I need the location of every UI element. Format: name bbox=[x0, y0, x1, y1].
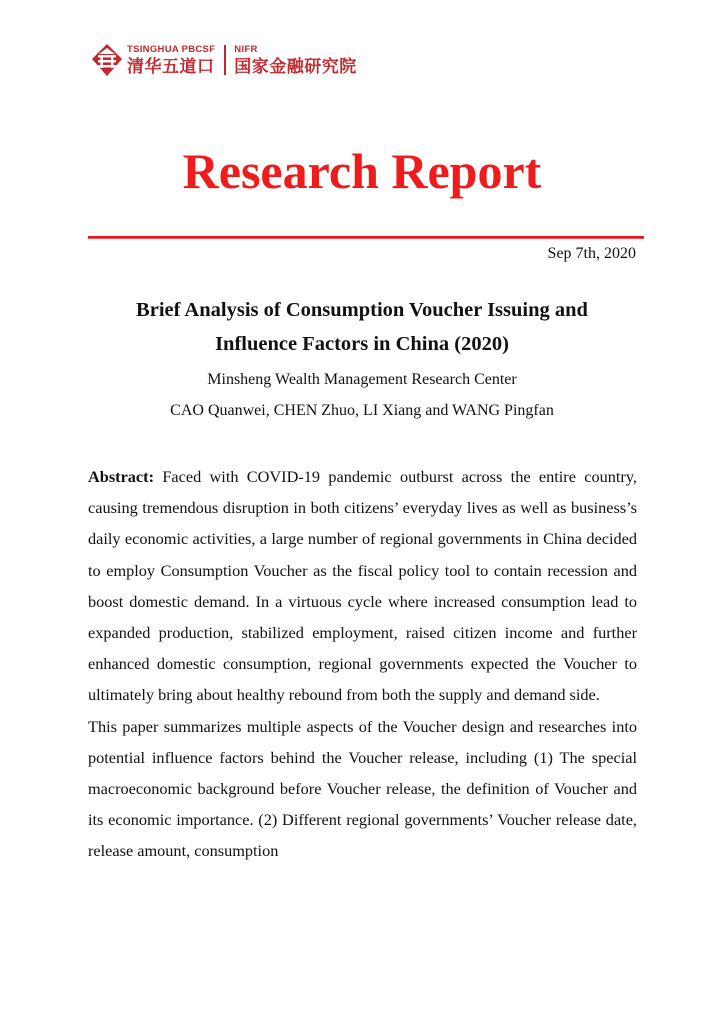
logo-nifr-name: NIFR bbox=[234, 44, 258, 56]
logo-nifr-chinese-name: 国家金融研究院 bbox=[234, 56, 357, 76]
logo-text-right bbox=[234, 45, 357, 75]
logo-english-name: TSINGHUA PBCSF bbox=[127, 44, 216, 56]
logo-text-left bbox=[127, 45, 215, 75]
report-date: Sep 7th, 2020 bbox=[547, 245, 636, 262]
institution-logo bbox=[91, 42, 357, 78]
paper-title-line-1: Brief Analysis of Consumption Voucher Issuing and bbox=[136, 299, 588, 321]
logo-divider bbox=[224, 45, 226, 75]
paper-title-line-2: Influence Factors in China (2020) bbox=[215, 333, 509, 355]
abstract-label: Abstract: bbox=[88, 467, 155, 486]
author-list: CAO Quanwei, CHEN Zhuo, LI Xiang and WANG Pingfan bbox=[170, 402, 554, 419]
abstract bbox=[88, 461, 637, 867]
report-title: Research Report bbox=[182, 143, 542, 199]
abstract-paragraph-1 bbox=[88, 461, 637, 711]
title-divider bbox=[88, 236, 644, 239]
affiliation: Minsheng Wealth Management Research Center bbox=[207, 371, 517, 388]
abstract-paragraph-1-text: Faced with COVID-19 pandemic outburst across the entire country, causing tremendous disruption in both citizens’ everyday lives as well as business’s daily economic activities, a large number of regional governments in China decided to employ Consumption Voucher as the fiscal policy tool to contain recession and boost domestic demand. In a virtuous cycle where increased consumption lead to expanded production, stabilized employment, raised citizen income and further enhanced domestic consumption, regional governments expected the Voucher to ultimately bring about healthy rebound from both the supply and demand side. bbox=[88, 467, 637, 705]
paper-title bbox=[88, 293, 636, 361]
logo-chinese-name: 清华五道口 bbox=[127, 56, 215, 76]
pbcsf-emblem-icon bbox=[91, 43, 123, 77]
abstract-paragraph-2: This paper summarizes multiple aspects of the Voucher design and researches into potential influence factors behind the Voucher release, including (1) The special macroeconomic background before Voucher release, the definition of Voucher and its economic importance. (2) Different regional governments’ Voucher release date, release amount, consumption bbox=[88, 716, 637, 861]
